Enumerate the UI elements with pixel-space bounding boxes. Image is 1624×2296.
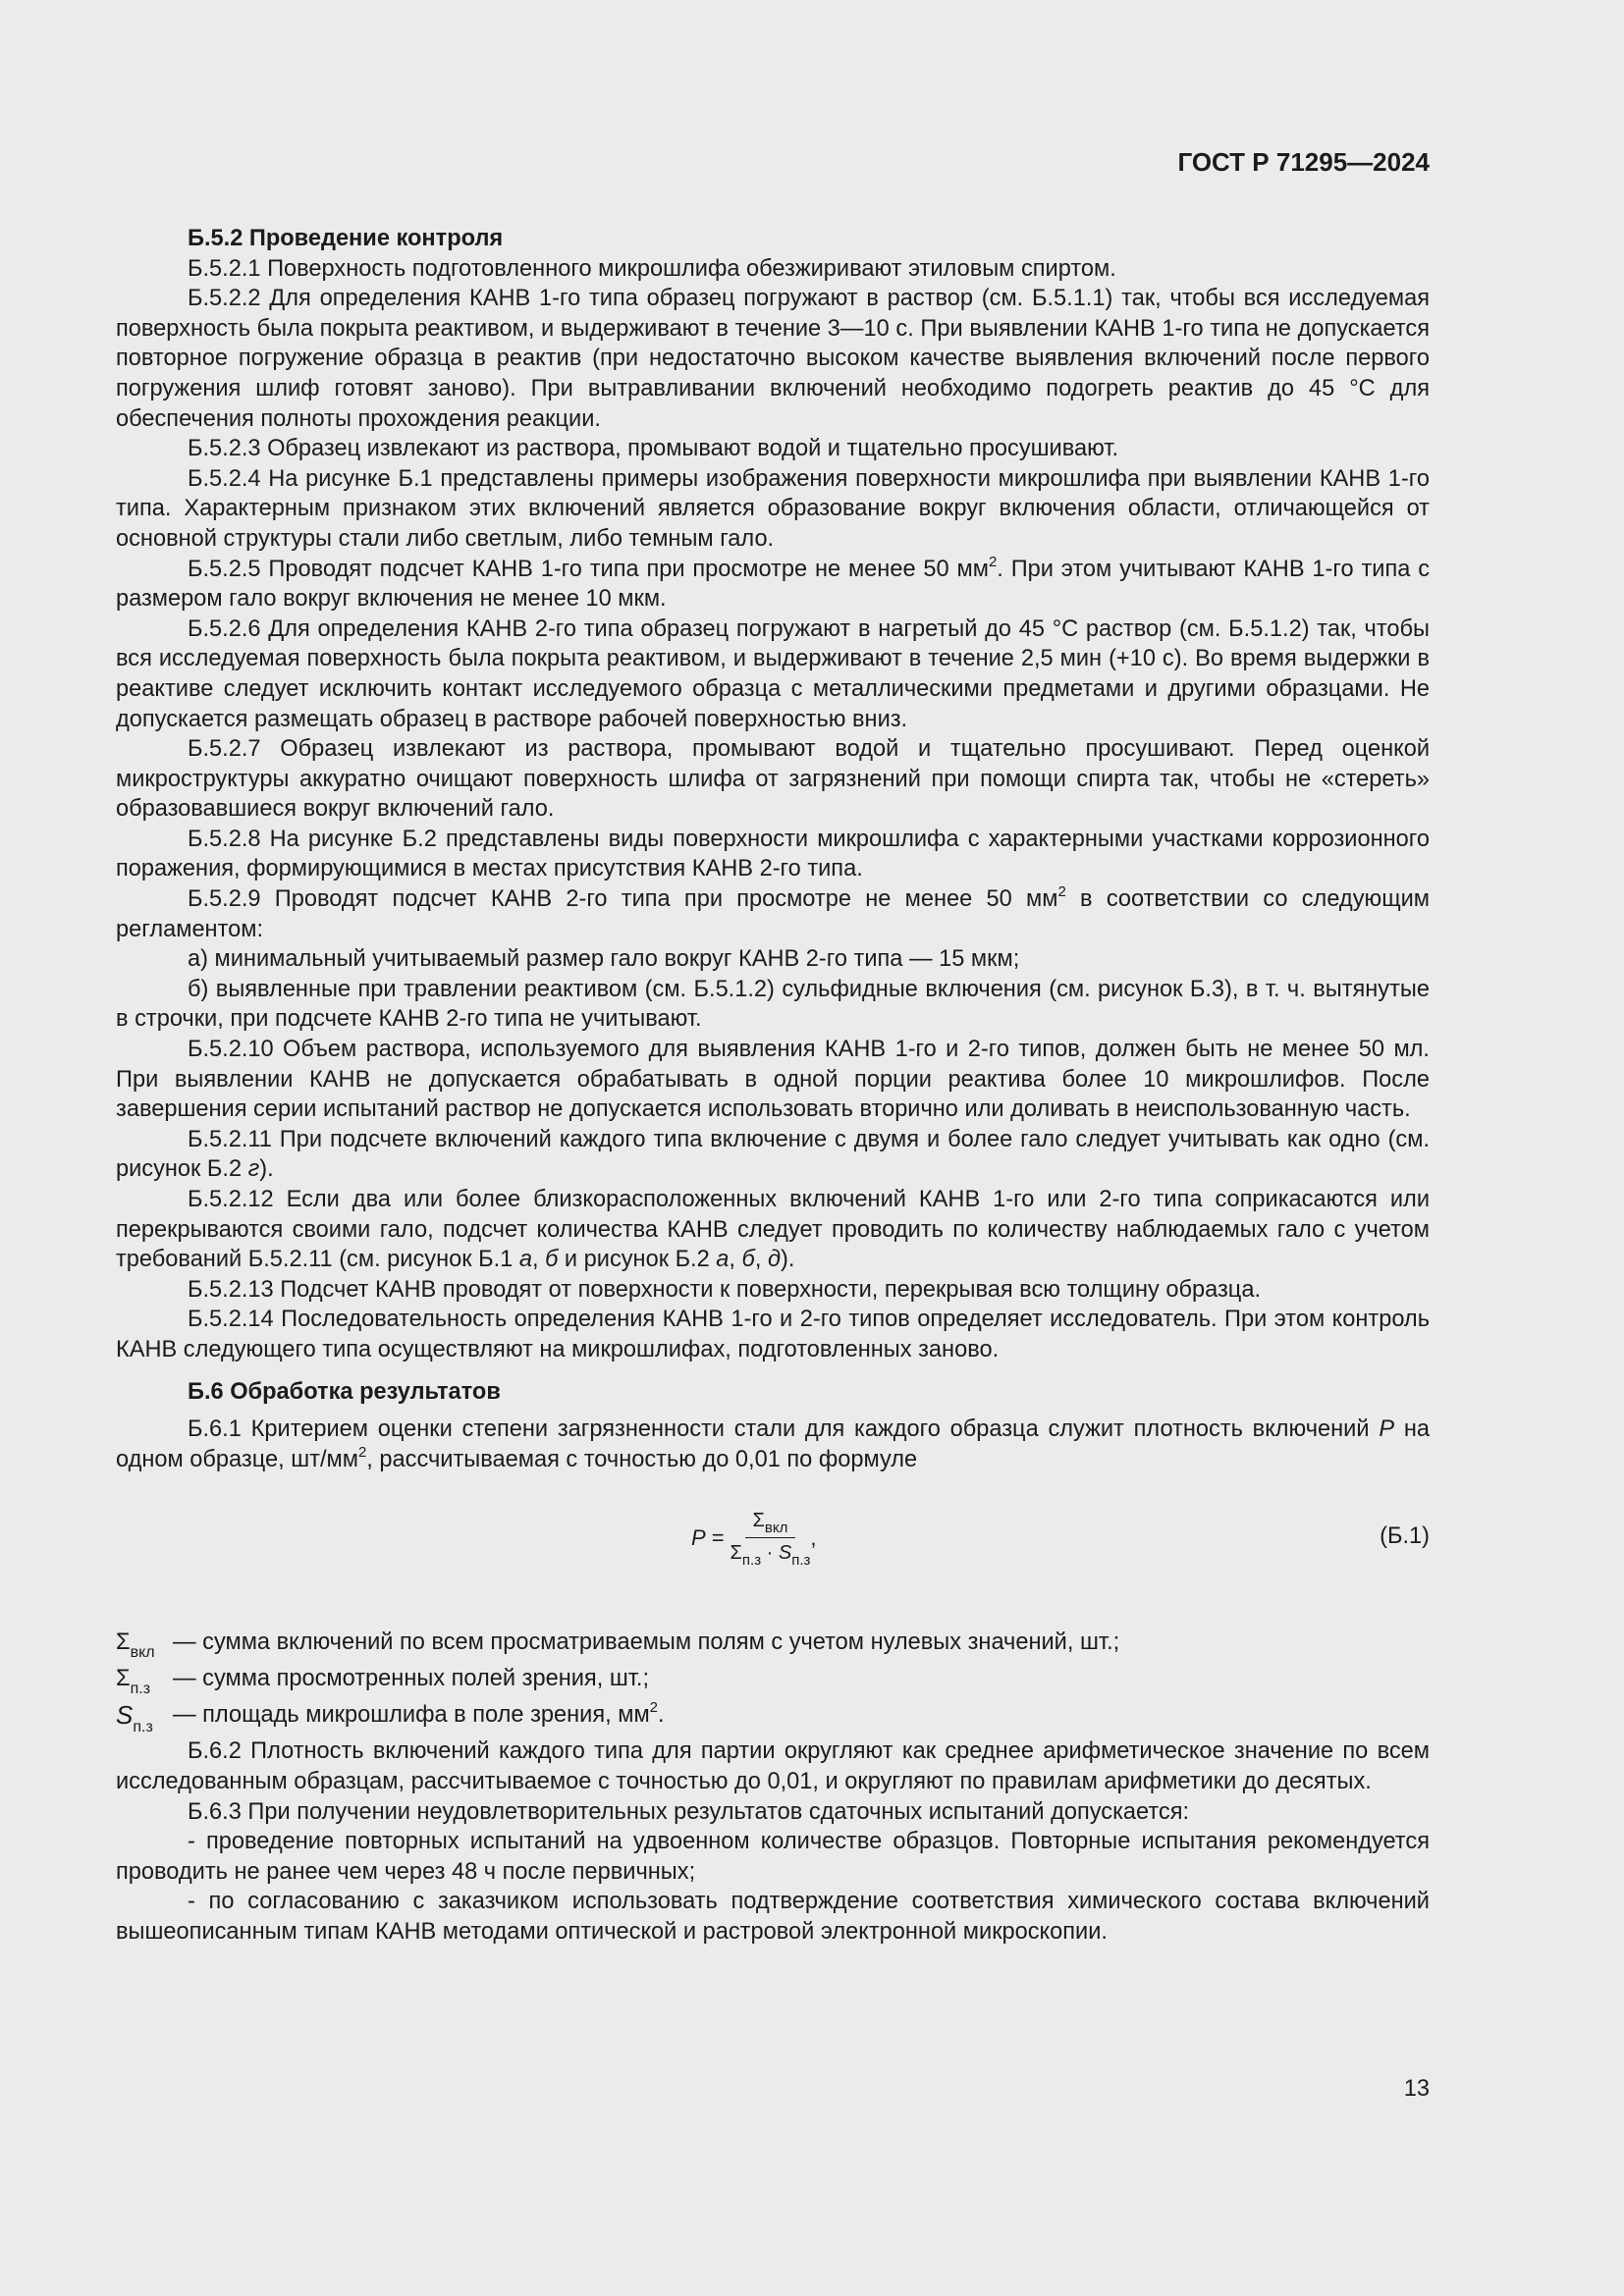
formula-numerator: $\Sigma_{вкл}$	[745, 1508, 796, 1538]
paragraph-b5212: Б.5.2.12 Если два или более близкорасположенных включений КАНВ 1-го или 2-го типа соприкасаются или перекрываются своими гало, подсчет количества КАНВ следует проводить по количеству наблюдаемых гало с учетом требований Б.5.2.11 (см. рисунок Б.1 а, б и рисунок Б.2 а, б, д).	[116, 1187, 1430, 1273]
definition-symbol: $\Sigma_{п.з}$	[116, 1666, 151, 1698]
list-item-dash-2: - по согласованию с заказчиком использовать подтверждение соответствия химического состава включений вышеописанным типам КАНВ методами оптической и растровой электронной микроскопии.	[116, 1889, 1430, 1945]
paragraph-b522: Б.5.2.2 Для определения КАНВ 1-го типа образец погружают в раствор (см. Б.5.1.1) так, чтобы вся исследуемая поверхность была покрыта реактивом, и выдерживают в течение 3—10 с. При выявлении КАНВ 1-го типа не допускается повторное погружение образца в реактив (при недостаточно высоком качестве выявления включений после первого погружения шлиф готовят заново). При вытравливании включений необходимо подогреть реактив до 45 °С для обеспечения полноты прохождения реакции.	[116, 286, 1430, 432]
section-heading-b52: Б.5.2 Проведение контроля	[188, 226, 504, 251]
formula-lhs: P	[691, 1524, 706, 1550]
paragraph-b62: Б.6.2 Плотность включений каждого типа для партии округляют как среднее арифметическое значение по всем исследованным образцам, рассчитываемое с точностью до 0,01, и округляют по правилам арифметики до десятых.	[116, 1738, 1430, 1794]
formula-denominator: $\Sigma_{п.з} \cdot S_{п.з}$	[730, 1542, 811, 1570]
section-heading-b6: Б.6 Обработка результатов	[188, 1378, 501, 1405]
paragraph-b63: Б.6.3 При получении неудовлетворительных результатов сдаточных испытаний допускается:	[188, 1798, 1190, 1825]
definition-row	[116, 1626, 1430, 1662]
paragraph-b525: Б.5.2.5 Проводят подсчет КАНВ 1-го типа при просмотре не менее 50 $мм^2$. При этом учитывают КАНВ 1-го типа с размером гало вокруг включения не менее 10 мкм.	[116, 553, 1430, 613]
formula-b1	[116, 1486, 1430, 1588]
formula-fraction	[731, 1508, 811, 1568]
paragraph-b5211: Б.5.2.11 При подсчете включений каждого типа включение с двумя и более гало следует учитывать как одно (см. рисунок Б.2 г).	[116, 1126, 1430, 1183]
paragraph-b61: Б.6.1 Критерием оценки степени загрязненности стали для каждого образца служит плотность включений Р на одном образце, $шт/мм^2$, рассчитываемая с точностью до 0,01 по формуле	[116, 1416, 1430, 1472]
document-code: ГОСТ Р 71295—2024	[1177, 147, 1430, 177]
definition-text: — сумма просмотренных полей зрения, шт.;	[173, 1666, 650, 1692]
paragraph-b527: Б.5.2.7 Образец извлекают из раствора, промывают водой и тщательно просушивают. Перед оценкой микроструктуры аккуратно очищают поверхность шлифа от загрязнений при помощи спирта так, чтобы не «стереть» образовавшиеся вокруг включений гало.	[116, 736, 1430, 823]
definition-row	[116, 1698, 1430, 1736]
definition-text: — площадь микрошлифа в поле зрения, $мм^2$.	[173, 1699, 665, 1729]
definition-row	[116, 1662, 1430, 1698]
paragraph-b5210: Б.5.2.10 Объем раствора, используемого для выявления КАНВ 1-го и 2-го типов, должен быть не менее 50 мл. При выявлении КАНВ не допускается обрабатывать в одной порции реактива более 10 микрошлифов. После завершения серии испытаний раствор не допускается использовать вторично или доливать в неиспользованную часть.	[116, 1037, 1430, 1123]
paragraph-b526: Б.5.2.6 Для определения КАНВ 2-го типа образец погружают в нагретый до 45 °С раствор (см. Б.5.1.2) так, чтобы вся исследуемая поверхность была покрыта реактивом, и выдерживают в течение 2,5 мин (+10 с). Во время выдержки в реактиве следует исключить контакт исследуемого образца с металлическими предметами и другими образцами. Не допускается размещать образец в растворе рабочей поверхностью вниз.	[116, 615, 1430, 732]
list-item-a: а) минимальный учитываемый размер гало вокруг КАНВ 2-го типа — 15 мкм;	[188, 946, 1020, 973]
page-content	[116, 224, 1430, 1948]
paragraph-b524: Б.5.2.4 На рисунке Б.1 представлены примеры изображения поверхности микрошлифа при выявлении КАНВ 1-го типа. Характерным признаком этих включений является образование вокруг включения области, отличающейся от основной структуры стали либо светлым, либо темным гало.	[116, 465, 1430, 552]
formula-equals: =	[711, 1524, 725, 1550]
formula-trailing-comma: ,	[810, 1524, 817, 1550]
formula-number: (Б.1)	[1380, 1523, 1430, 1550]
definition-symbol: $\Sigma_{вкл}$	[116, 1629, 155, 1662]
paragraph-b523: Б.5.2.3 Образец извлекают из раствора, промывают водой и тщательно просушивают.	[188, 436, 1119, 462]
paragraph-b521: Б.5.2.1 Поверхность подготовленного микрошлифа обезжиривают этиловым спиртом.	[188, 255, 1116, 282]
paragraph-b5214: Б.5.2.14 Последовательность определения КАНВ 1-го и 2-го типов определяет исследователь. При этом контроль КАНВ следующего типа осуществляют на микрошлифах, подготовленных заново.	[116, 1307, 1430, 1362]
formula-definitions	[116, 1626, 1430, 1736]
paragraph-b528: Б.5.2.8 На рисунке Б.2 представлены виды поверхности микрошлифа с характерными участками коррозионного поражения, формирующимися в местах присутствия КАНВ 2-го типа.	[116, 826, 1430, 882]
list-item-dash-1: - проведение повторных испытаний на удвоенном количестве образцов. Повторные испытания рекомендуется проводить не ранее чем через 48 ч после первичных;	[116, 1829, 1430, 1885]
paragraph-b5213: Б.5.2.13 Подсчет КАНВ проводят от поверхности к поверхности, перекрывая всю толщину образца.	[188, 1276, 1261, 1303]
definition-symbol: $S_{п.з}$	[116, 1700, 153, 1736]
paragraph-b529: Б.5.2.9 Проводят подсчет КАНВ 2-го типа при просмотре не менее 50 $мм^2$ в соответствии со следующим регламентом:	[116, 883, 1431, 942]
page-number: 13	[1403, 2076, 1430, 2102]
list-item-b: б) выявленные при травлении реактивом (см. Б.5.1.2) сульфидные включения (см. рисунок Б.3), в т. ч. вытянутые в строчки, при подсчете КАНВ 2-го типа не учитывают.	[116, 976, 1430, 1033]
formula-expression	[691, 1508, 817, 1568]
definition-text: — сумма включений по всем просматриваемым полям с учетом нулевых значений, шт.;	[173, 1629, 1120, 1656]
